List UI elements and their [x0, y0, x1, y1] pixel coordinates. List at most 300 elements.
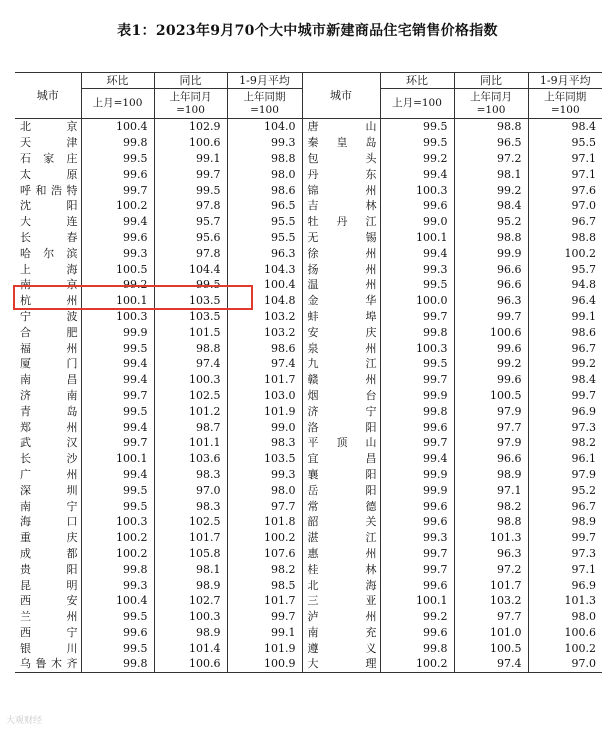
- avg-value-right: 100.2: [528, 640, 602, 656]
- city-name-left: 南京: [20, 278, 78, 292]
- mom-value-left: 99.7: [81, 388, 154, 404]
- mom-value-left: 99.8: [81, 135, 154, 151]
- city-name-right: 秦皇岛: [302, 135, 380, 151]
- city-name-right: 岳阳: [302, 482, 380, 498]
- yoy-value-right: 98.9: [454, 467, 528, 483]
- avg-value-left: 96.3: [227, 245, 302, 261]
- mom-value-right: 100.0: [380, 293, 454, 309]
- city-name-left: 青岛: [20, 404, 78, 418]
- avg-value-right: 99.7: [528, 530, 602, 546]
- mom-value-right: 99.7: [380, 309, 454, 325]
- yoy-value-left: 102.5: [154, 514, 227, 530]
- table-row: [15, 356, 602, 372]
- table-row: [15, 135, 602, 151]
- avg-value-right: 98.9: [528, 514, 602, 530]
- city-name-right: 唐山: [302, 119, 380, 135]
- city-name-right: 包头: [302, 151, 380, 167]
- table-row: [15, 577, 602, 593]
- avg-value-right: 98.4: [528, 372, 602, 388]
- avg-value-left: 98.6: [227, 182, 302, 198]
- table-row: [15, 151, 602, 167]
- yoy-value-right: 99.6: [454, 372, 528, 388]
- yoy-value-right: 98.8: [454, 119, 528, 135]
- mom-value-left: 99.5: [81, 340, 154, 356]
- mom-header-left: 环比: [81, 73, 154, 89]
- city-name-right: 襄阳: [302, 467, 380, 483]
- city-name-left: 郑州: [20, 420, 78, 434]
- city-name-right: 桂林: [302, 561, 380, 577]
- avg-value-right: 98.2: [528, 435, 602, 451]
- city-name-right: 湛江: [302, 530, 380, 546]
- yoy-value-right: 99.2: [454, 356, 528, 372]
- avg-value-left: 103.5: [227, 451, 302, 467]
- mom-value-left: 100.2: [81, 198, 154, 214]
- avg-value-right: 100.2: [528, 245, 602, 261]
- city-name-right: 丹东: [302, 166, 380, 182]
- yoy-value-right: 101.7: [454, 577, 528, 593]
- avg-value-left: 98.5: [227, 577, 302, 593]
- city-name-right: 牡丹江: [302, 214, 380, 230]
- yoy-value-left: 99.5: [154, 182, 227, 198]
- avg-value-right: 97.1: [528, 151, 602, 167]
- avg-value-right: 95.2: [528, 482, 602, 498]
- table-row: [15, 546, 602, 562]
- yoy-value-right: 96.6: [454, 277, 528, 293]
- mom-value-left: 99.9: [81, 324, 154, 340]
- yoy-value-left: 102.7: [154, 593, 227, 609]
- mom-value-left: 99.8: [81, 561, 154, 577]
- yoy-value-left: 103.6: [154, 451, 227, 467]
- mom-value-right: 100.3: [380, 340, 454, 356]
- avg-value-right: 95.5: [528, 135, 602, 151]
- avg-value-left: 101.9: [227, 640, 302, 656]
- avg-value-left: 98.3: [227, 435, 302, 451]
- yoy-value-left: 95.6: [154, 230, 227, 246]
- city-name-left: 天津: [20, 136, 78, 150]
- city-name-left: 重庆: [20, 531, 78, 545]
- city-name-left: 武汉: [20, 436, 78, 450]
- city-name-right: 南充: [302, 625, 380, 641]
- mom-value-left: 99.2: [81, 277, 154, 293]
- yoy-value-left: 97.8: [154, 245, 227, 261]
- city-name-left: 合肥: [20, 325, 78, 339]
- mom-value-left: 99.5: [81, 151, 154, 167]
- avg-value-right: 98.8: [528, 230, 602, 246]
- table-row: [15, 388, 602, 404]
- avg-value-left: 103.2: [227, 309, 302, 325]
- yoy-value-right: 99.9: [454, 245, 528, 261]
- mom-value-left: 99.4: [81, 372, 154, 388]
- mom-value-left: 99.8: [81, 656, 154, 672]
- avg-value-left: 97.4: [227, 356, 302, 372]
- mom-value-right: 99.8: [380, 640, 454, 656]
- city-name-right: 徐州: [302, 245, 380, 261]
- table-row: [15, 293, 602, 309]
- table-row: [15, 625, 602, 641]
- mom-value-right: 99.5: [380, 119, 454, 135]
- mom-value-right: 100.3: [380, 182, 454, 198]
- avg-value-right: 100.6: [528, 625, 602, 641]
- table-row: [15, 640, 602, 656]
- mom-value-right: 99.9: [380, 482, 454, 498]
- mom-value-left: 100.2: [81, 530, 154, 546]
- city-name-left: 成都: [20, 546, 78, 560]
- mom-value-right: 99.9: [380, 388, 454, 404]
- city-name-left: 济南: [20, 388, 78, 402]
- avg-value-right: 99.2: [528, 356, 602, 372]
- mom-value-right: 99.8: [380, 403, 454, 419]
- city-name-left: 昆明: [20, 578, 78, 592]
- avg-value-right: 97.6: [528, 182, 602, 198]
- city-name-left: 厦门: [20, 357, 78, 371]
- avg-value-left: 100.4: [227, 277, 302, 293]
- mom-value-right: 99.5: [380, 277, 454, 293]
- table-title: 表1：2023年9月70个大中城市新建商品住宅销售价格指数: [117, 23, 498, 39]
- yoy-value-right: 97.7: [454, 419, 528, 435]
- city-name-right: 平顶山: [302, 435, 380, 451]
- mom-value-left: 100.3: [81, 309, 154, 325]
- city-name-right: 泉州: [302, 340, 380, 356]
- mom-base-right: 上月=100: [380, 89, 454, 119]
- avg-value-left: 98.0: [227, 482, 302, 498]
- city-name-left: 太原: [20, 167, 78, 181]
- mom-value-left: 100.1: [81, 293, 154, 309]
- yoy-value-left: 98.8: [154, 340, 227, 356]
- yoy-value-right: 98.1: [454, 166, 528, 182]
- avg-value-right: 97.0: [528, 656, 602, 672]
- avg-value-left: 100.9: [227, 656, 302, 672]
- mom-base-left: 上月=100: [81, 89, 154, 119]
- city-name-left: 银川: [20, 641, 78, 655]
- avg-value-left: 104.8: [227, 293, 302, 309]
- mom-value-right: 99.4: [380, 451, 454, 467]
- yoy-value-right: 98.4: [454, 198, 528, 214]
- mom-value-right: 99.8: [380, 324, 454, 340]
- avg-value-right: 96.7: [528, 498, 602, 514]
- table-row: [15, 451, 602, 467]
- yoy-value-left: 103.5: [154, 309, 227, 325]
- city-name-right: 韶关: [302, 514, 380, 530]
- mom-value-left: 99.6: [81, 230, 154, 246]
- avg-value-left: 98.6: [227, 340, 302, 356]
- table-row: [15, 198, 602, 214]
- yoy-value-left: 99.1: [154, 151, 227, 167]
- yoy-value-right: 98.8: [454, 230, 528, 246]
- city-name-left: 石家庄: [20, 151, 78, 165]
- avg-base-left: [227, 89, 302, 119]
- city-name-right: 温州: [302, 277, 380, 293]
- avg-base-right: [528, 89, 602, 119]
- avg-value-left: 103.0: [227, 388, 302, 404]
- yoy-value-left: 98.7: [154, 419, 227, 435]
- avg-value-left: 100.2: [227, 530, 302, 546]
- avg-value-right: 101.3: [528, 593, 602, 609]
- avg-value-right: 97.9: [528, 467, 602, 483]
- yoy-value-left: 104.4: [154, 261, 227, 277]
- mom-value-left: 99.4: [81, 419, 154, 435]
- city-name-right: 惠州: [302, 546, 380, 562]
- yoy-value-left: 100.3: [154, 609, 227, 625]
- table-row: [15, 435, 602, 451]
- avg-value-right: 96.7: [528, 340, 602, 356]
- yoy-value-right: 99.7: [454, 309, 528, 325]
- avg-value-right: 97.3: [528, 419, 602, 435]
- avg-value-left: 101.8: [227, 514, 302, 530]
- mom-value-right: 99.6: [380, 577, 454, 593]
- mom-value-left: 100.4: [81, 119, 154, 135]
- yoy-value-left: 98.3: [154, 498, 227, 514]
- yoy-value-left: 101.7: [154, 530, 227, 546]
- mom-value-right: 99.6: [380, 198, 454, 214]
- avg-value-right: 99.1: [528, 309, 602, 325]
- city-name-left: 南昌: [20, 373, 78, 387]
- city-name-left: 北京: [20, 120, 78, 134]
- city-name-right: 三亚: [302, 593, 380, 609]
- yoy-value-right: 96.6: [454, 451, 528, 467]
- city-name-left: 大连: [20, 215, 78, 229]
- table-row: [15, 277, 602, 293]
- mom-value-right: 99.2: [380, 609, 454, 625]
- yoy-value-left: 101.4: [154, 640, 227, 656]
- city-header-left: 城市: [15, 73, 81, 119]
- mom-value-left: 99.7: [81, 182, 154, 198]
- yoy-value-left: 99.5: [154, 277, 227, 293]
- table-row: [15, 530, 602, 546]
- avg-value-left: 107.6: [227, 546, 302, 562]
- mom-header-right: 环比: [380, 73, 454, 89]
- mom-value-left: 100.5: [81, 261, 154, 277]
- yoy-value-right: 96.3: [454, 546, 528, 562]
- mom-value-left: 99.5: [81, 609, 154, 625]
- city-name-left: 海口: [20, 515, 78, 529]
- yoy-value-right: 98.8: [454, 514, 528, 530]
- mom-value-left: 99.6: [81, 166, 154, 182]
- yoy-header-right: 同比: [454, 73, 528, 89]
- mom-value-left: 99.4: [81, 214, 154, 230]
- city-name-right: 泸州: [302, 609, 380, 625]
- yoy-value-left: 101.2: [154, 403, 227, 419]
- mom-value-left: 99.4: [81, 467, 154, 483]
- city-name-right: 遵义: [302, 640, 380, 656]
- watermark: 大观财经: [6, 716, 43, 726]
- table-row: [15, 593, 602, 609]
- yoy-value-right: 100.5: [454, 640, 528, 656]
- avg-value-left: 96.5: [227, 198, 302, 214]
- yoy-value-right: 97.2: [454, 151, 528, 167]
- city-name-left: 西宁: [20, 625, 78, 639]
- city-name-right: 大理: [302, 656, 380, 672]
- yoy-value-left: 99.7: [154, 166, 227, 182]
- yoy-value-left: 97.0: [154, 482, 227, 498]
- yoy-value-left: 98.3: [154, 467, 227, 483]
- yoy-value-right: 97.2: [454, 561, 528, 577]
- avg-value-right: 98.0: [528, 609, 602, 625]
- mom-value-right: 99.7: [380, 435, 454, 451]
- mom-value-right: 99.7: [380, 372, 454, 388]
- city-name-left: 宁波: [20, 309, 78, 323]
- yoy-value-left: 97.8: [154, 198, 227, 214]
- avg-value-left: 98.8: [227, 151, 302, 167]
- yoy-value-left: 98.9: [154, 577, 227, 593]
- yoy-value-right: 100.5: [454, 388, 528, 404]
- avg-value-left: 101.7: [227, 593, 302, 609]
- yoy-value-right: 96.6: [454, 261, 528, 277]
- avg-value-right: 97.0: [528, 198, 602, 214]
- city-name-right: 九江: [302, 356, 380, 372]
- table-row: [15, 166, 602, 182]
- mom-value-right: 99.6: [380, 498, 454, 514]
- yoy-base-right: [454, 89, 528, 119]
- yoy-value-left: 100.3: [154, 372, 227, 388]
- table-row: [15, 324, 602, 340]
- avg-value-right: 94.8: [528, 277, 602, 293]
- mom-value-right: 99.4: [380, 166, 454, 182]
- yoy-value-right: 97.9: [454, 403, 528, 419]
- mom-value-right: 99.9: [380, 467, 454, 483]
- city-name-left: 广州: [20, 467, 78, 481]
- avg-value-left: 99.7: [227, 609, 302, 625]
- city-name-right: 常德: [302, 498, 380, 514]
- yoy-value-right: 97.4: [454, 656, 528, 672]
- city-name-left: 上海: [20, 262, 78, 276]
- city-name-right: 蚌埠: [302, 309, 380, 325]
- city-name-left: 杭州: [20, 294, 78, 308]
- avg-value-right: 96.7: [528, 214, 602, 230]
- avg-value-right: 96.9: [528, 403, 602, 419]
- mom-value-right: 99.5: [380, 356, 454, 372]
- table-row: [15, 498, 602, 514]
- yoy-value-left: 102.9: [154, 119, 227, 135]
- city-name-right: 宜昌: [302, 451, 380, 467]
- avg-value-left: 104.3: [227, 261, 302, 277]
- yoy-value-left: 101.5: [154, 324, 227, 340]
- table-row: [15, 309, 602, 325]
- mom-value-right: 100.2: [380, 656, 454, 672]
- mom-value-left: 99.3: [81, 245, 154, 261]
- mom-value-right: 99.4: [380, 245, 454, 261]
- table-row: [15, 182, 602, 198]
- city-name-left: 福州: [20, 341, 78, 355]
- yoy-value-right: 96.3: [454, 293, 528, 309]
- city-name-right: 金华: [302, 293, 380, 309]
- yoy-value-right: 97.9: [454, 435, 528, 451]
- yoy-value-right: 103.2: [454, 593, 528, 609]
- yoy-value-left: 95.7: [154, 214, 227, 230]
- mom-value-right: 100.1: [380, 230, 454, 246]
- table-row: [15, 214, 602, 230]
- mom-value-left: 100.2: [81, 546, 154, 562]
- yoy-value-right: 97.7: [454, 609, 528, 625]
- city-name-left: 兰州: [20, 610, 78, 624]
- mom-value-right: 99.6: [380, 625, 454, 641]
- table-row: [15, 403, 602, 419]
- avg-value-left: 99.1: [227, 625, 302, 641]
- mom-value-left: 99.5: [81, 403, 154, 419]
- avg-base-text: 上年同期=100: [243, 91, 286, 116]
- avg-value-left: 104.0: [227, 119, 302, 135]
- table-row: [15, 261, 602, 277]
- avg-value-right: 97.3: [528, 546, 602, 562]
- avg-value-left: 99.3: [227, 467, 302, 483]
- mom-value-right: 99.0: [380, 214, 454, 230]
- city-name-left: 沈阳: [20, 199, 78, 213]
- mom-value-right: 99.7: [380, 546, 454, 562]
- price-index-table: [15, 72, 602, 673]
- city-name-left: 贵阳: [20, 562, 78, 576]
- avg-value-right: 98.6: [528, 324, 602, 340]
- yoy-header-left: 同比: [154, 73, 227, 89]
- city-name-right: 安庆: [302, 324, 380, 340]
- city-name-right: 洛阳: [302, 419, 380, 435]
- city-name-right: 无锡: [302, 230, 380, 246]
- avg-value-left: 98.2: [227, 561, 302, 577]
- yoy-value-left: 101.1: [154, 435, 227, 451]
- mom-value-left: 99.5: [81, 498, 154, 514]
- avg-value-right: 96.9: [528, 577, 602, 593]
- city-name-right: 赣州: [302, 372, 380, 388]
- yoy-value-right: 98.2: [454, 498, 528, 514]
- table-row: [15, 656, 602, 672]
- city-name-right: 烟台: [302, 388, 380, 404]
- city-name-left: 西安: [20, 594, 78, 608]
- mom-value-left: 99.7: [81, 435, 154, 451]
- city-name-left: 长沙: [20, 452, 78, 466]
- city-name-left: 南宁: [20, 499, 78, 513]
- avg-value-right: 96.4: [528, 293, 602, 309]
- yoy-value-right: 95.2: [454, 214, 528, 230]
- city-name-left: 哈尔滨: [20, 246, 78, 260]
- mom-value-left: 100.1: [81, 451, 154, 467]
- avg-value-left: 95.5: [227, 230, 302, 246]
- city-name-left: 乌鲁木齐: [15, 656, 81, 672]
- table-row: [15, 372, 602, 388]
- mom-value-left: 99.4: [81, 356, 154, 372]
- avg-value-left: 101.9: [227, 403, 302, 419]
- city-header-right: 城市: [302, 73, 380, 119]
- mom-value-left: 99.5: [81, 482, 154, 498]
- mom-value-right: 99.5: [380, 135, 454, 151]
- avg-header-right: 1-9月平均: [528, 73, 602, 89]
- avg-value-right: 97.1: [528, 166, 602, 182]
- avg-value-left: 99.3: [227, 135, 302, 151]
- table-row: [15, 609, 602, 625]
- yoy-value-right: 101.0: [454, 625, 528, 641]
- mom-value-right: 100.1: [380, 593, 454, 609]
- city-name-left: 呼和浩特: [20, 183, 78, 197]
- yoy-value-left: 98.1: [154, 561, 227, 577]
- city-name-right: 锦州: [302, 182, 380, 198]
- yoy-base-left: [154, 89, 227, 119]
- table-row: [15, 467, 602, 483]
- table-row: [15, 514, 602, 530]
- city-name-right: 扬州: [302, 261, 380, 277]
- table-row: [15, 482, 602, 498]
- city-name-right: 北海: [302, 577, 380, 593]
- mom-value-right: 99.7: [380, 561, 454, 577]
- avg-value-left: 99.0: [227, 419, 302, 435]
- city-name-right: 济宁: [302, 403, 380, 419]
- table-row: [15, 245, 602, 261]
- city-name-right: 吉林: [302, 198, 380, 214]
- mom-value-left: 100.4: [81, 593, 154, 609]
- mom-value-left: 100.3: [81, 514, 154, 530]
- avg-value-right: 95.7: [528, 261, 602, 277]
- table-body: [15, 119, 602, 673]
- avg-value-right: 97.1: [528, 561, 602, 577]
- mom-value-right: 99.6: [380, 419, 454, 435]
- yoy-value-right: 100.6: [454, 324, 528, 340]
- yoy-value-left: 100.6: [154, 135, 227, 151]
